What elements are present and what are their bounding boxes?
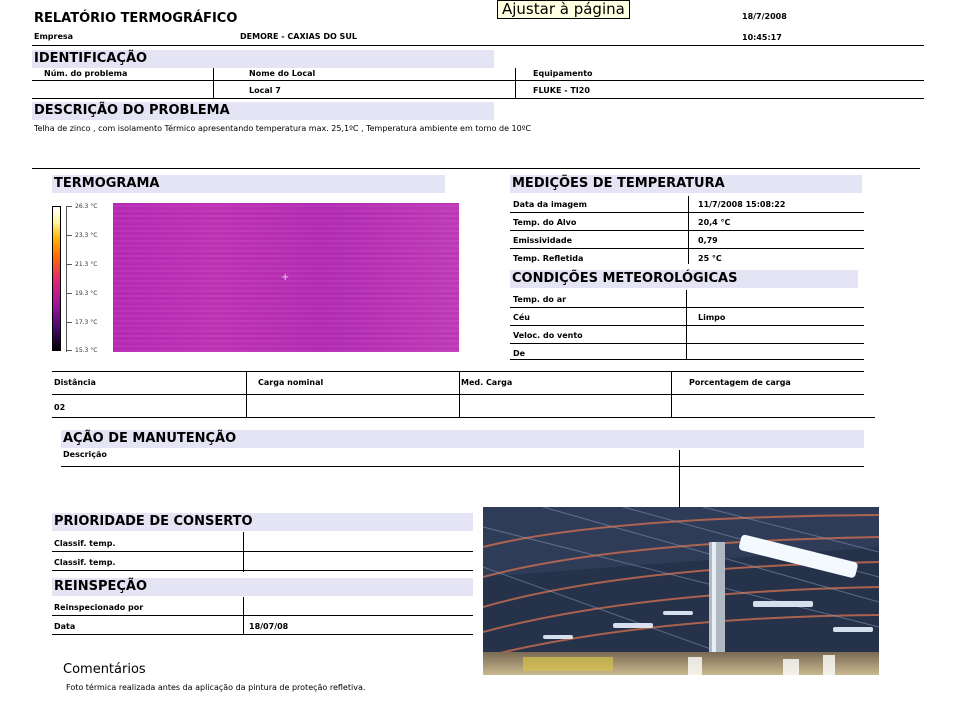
thermal-image bbox=[113, 203, 459, 352]
section-identificacao: IDENTIFICAÇÃO bbox=[32, 50, 494, 68]
col-num-problema: Núm. do problema bbox=[44, 69, 128, 78]
crosshair-icon: + bbox=[281, 272, 290, 283]
reinspecao-label: Reinspecionado por bbox=[54, 603, 144, 612]
carga-bottom-line bbox=[52, 417, 875, 418]
section-condicoes: CONDIÇÕES METEOROLÓGICAS bbox=[510, 270, 858, 288]
carga-col-divider bbox=[671, 371, 672, 418]
condicao-label: De bbox=[513, 349, 526, 358]
comentarios-title: Comentários bbox=[63, 662, 146, 677]
val-equipamento: FLUKE - TI20 bbox=[533, 86, 590, 95]
fit-to-page-tooltip: Ajustar à página bbox=[497, 0, 630, 19]
scale-tick bbox=[66, 206, 72, 207]
reinspecao-col-divider bbox=[243, 597, 244, 635]
section-medicoes: MEDIÇÕES DE TEMPERATURA bbox=[510, 175, 862, 193]
medicao-value: 20,4 °C bbox=[698, 218, 731, 227]
condicao-label: Céu bbox=[513, 313, 530, 322]
medicao-label: Temp. do Alvo bbox=[513, 218, 577, 227]
prioridade-row-line bbox=[52, 551, 473, 552]
id-col-divider-2 bbox=[515, 68, 516, 99]
col-nome-local: Nome do Local bbox=[249, 69, 316, 78]
reinspecao-data-label: Data bbox=[54, 622, 76, 631]
id-col-divider-1 bbox=[213, 68, 214, 99]
val-nome-local: Local 7 bbox=[249, 86, 281, 95]
condicao-col-divider bbox=[686, 290, 687, 360]
reinspecao-data-value: 18/07/08 bbox=[249, 622, 289, 631]
scale-tick bbox=[66, 264, 72, 265]
manutencao-descricao-label: Descrição bbox=[63, 450, 107, 459]
medicao-label: Emissividade bbox=[513, 236, 573, 245]
empresa-label: Empresa bbox=[34, 32, 74, 41]
scale-tick bbox=[66, 293, 72, 294]
thermal-color-scale bbox=[52, 206, 61, 351]
condicao-row-line bbox=[510, 325, 864, 326]
medicao-value: 11/7/2008 15:08:22 bbox=[698, 200, 786, 209]
visible-light-photo bbox=[483, 507, 879, 675]
condicao-label: Temp. do ar bbox=[513, 295, 567, 304]
comentarios-text: Foto térmica realizada antes da aplicação da pintura de proteção refletiva. bbox=[66, 683, 366, 692]
section-manutencao: AÇÃO DE MANUTENÇÃO bbox=[61, 430, 864, 448]
medicao-label: Temp. Refletida bbox=[513, 254, 584, 263]
reinspecao-row-line bbox=[52, 634, 473, 635]
col-distancia: Distância bbox=[54, 378, 96, 387]
empresa-value: DEMORE - CAXIAS DO SUL bbox=[240, 32, 357, 41]
descricao-text: Telha de zinco , com isolamento Térmico apresentando temperatura max. 25,1ºC , Temperatura ambiente em torno de 10ºC bbox=[34, 124, 532, 133]
col-porcentagem-carga: Porcentagem de carga bbox=[689, 378, 791, 387]
col-med-carga: Med. Carga bbox=[461, 378, 513, 387]
col-carga-nominal: Carga nominal bbox=[258, 378, 324, 387]
carga-col-divider bbox=[246, 371, 247, 418]
prioridade-row-label: Classif. temp. bbox=[54, 539, 116, 548]
prioridade-row-line bbox=[52, 570, 473, 571]
section-termograma: TERMOGRAMA bbox=[52, 175, 445, 193]
manutencao-line bbox=[61, 466, 864, 467]
warehouse-roof-image bbox=[483, 507, 879, 675]
carga-col-divider bbox=[459, 371, 460, 418]
prioridade-col-divider bbox=[243, 532, 244, 572]
medicao-row-line bbox=[510, 248, 864, 249]
section-prioridade: PRIORIDADE DE CONSERTO bbox=[52, 513, 473, 531]
medicao-col-divider bbox=[688, 196, 689, 264]
scale-tick bbox=[66, 235, 72, 236]
condicao-label: Veloc. do vento bbox=[513, 331, 583, 340]
scale-label: 21.3 °C bbox=[75, 261, 98, 268]
header-divider bbox=[32, 45, 924, 46]
condicao-row-line bbox=[510, 307, 864, 308]
section-descricao: DESCRIÇÃO DO PROBLEMA bbox=[32, 102, 494, 120]
descricao-bottom-line bbox=[32, 168, 920, 169]
scale-label: 23.3 °C bbox=[75, 232, 98, 239]
scale-label-max: 26.3 °C bbox=[75, 203, 98, 210]
medicao-label: Data da imagem bbox=[513, 200, 587, 209]
report-title: RELATÓRIO TERMOGRÁFICO bbox=[34, 11, 238, 26]
medicao-row-line bbox=[510, 230, 864, 231]
prioridade-row-label: Classif. temp. bbox=[54, 558, 116, 567]
section-reinspecao: REINSPEÇÃO bbox=[52, 578, 473, 596]
medicao-row-line bbox=[510, 212, 864, 213]
scale-tick bbox=[66, 350, 72, 351]
report-date: 18/7/2008 bbox=[742, 12, 787, 21]
col-equipamento: Equipamento bbox=[533, 69, 593, 78]
id-row-divider bbox=[32, 80, 924, 81]
val-distancia: 02 bbox=[54, 403, 66, 412]
scale-label-min: 15.3 °C bbox=[75, 347, 98, 354]
scale-tick bbox=[66, 322, 72, 323]
condicao-row-line bbox=[510, 343, 864, 344]
condicao-row-line bbox=[510, 359, 864, 360]
carga-top-line bbox=[52, 371, 864, 372]
manutencao-divider bbox=[679, 450, 680, 507]
medicao-value: 25 °C bbox=[698, 254, 722, 263]
carga-header-line bbox=[52, 394, 864, 395]
id-bottom-line bbox=[32, 98, 924, 99]
report-time: 10:45:17 bbox=[742, 33, 782, 42]
reinspecao-row-line bbox=[52, 615, 473, 616]
medicao-value: 0,79 bbox=[698, 236, 718, 245]
condicao-value: Limpo bbox=[698, 313, 726, 322]
scale-label: 19.3 °C bbox=[75, 290, 98, 297]
scale-label: 17.3 °C bbox=[75, 319, 98, 326]
scale-axis bbox=[66, 206, 67, 352]
